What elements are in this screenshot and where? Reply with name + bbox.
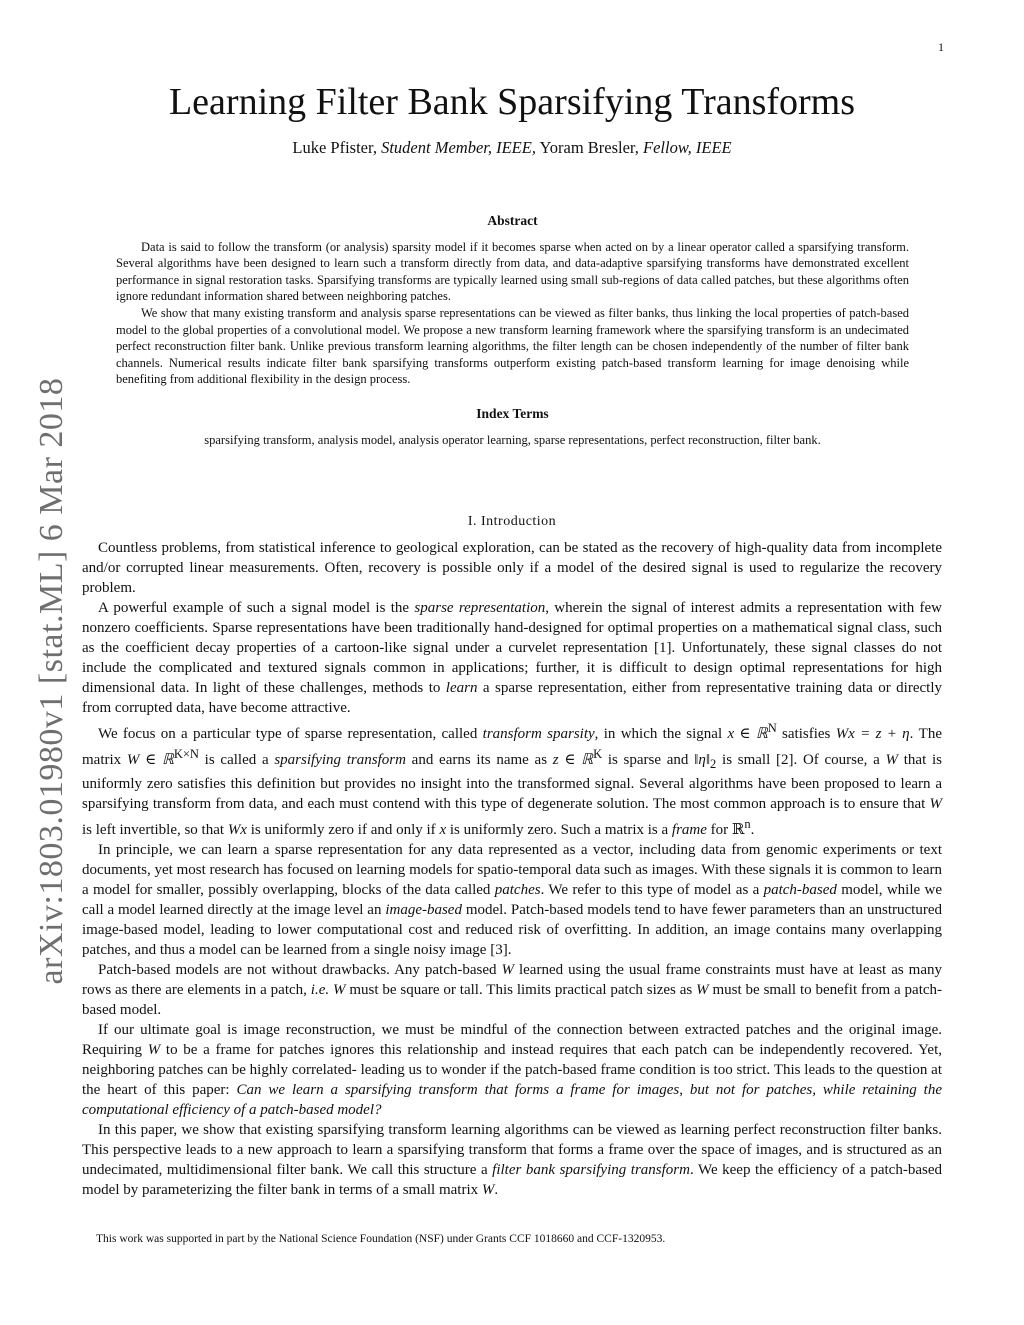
emphasis-term: learn [445,680,478,696]
math: W ∈ ℝ [126,752,174,768]
math: ℝ [731,822,745,838]
body-paragraph: Countless problems, from statistical inference to geological exploration, can be stated as the recovery of high-quality data from incomplete and/or corrupted linear measurements. Often, recovery is possible only if a model of the desired signal is used to regularize the recovery problem. [82,540,942,596]
math-sup: K×N [173,747,199,761]
math: Wx = z + η [835,726,910,742]
index-terms: sparsifying transform, analysis model, analysis operator learning, sparse representations, perfect reconstruction, filter bank. [204,432,821,447]
math: x ∈ ℝ [727,726,768,742]
author-name: Luke Pfister, [292,138,377,157]
math: W [885,752,899,768]
emphasis-term: sparsifying transform [274,752,406,768]
math: W [481,1182,495,1198]
author-line [0,138,1024,158]
math-sup: n [744,817,751,831]
math: W [147,1042,161,1058]
body-paragraph: If our ultimate goal is image reconstruction, we must be mindful of the connection between extracted patches and the original image. Requiring W to be a frame for patches ignores this relationship and instead requires that each patch can be independently recovered. Yet, neighboring patches can be highly correlated- leading us to wonder if the patch-based frame condition is too strict. This leads to the question at the heart of this paper: Can we learn a sparsifying transform that forms a frame for images, but not for patches, while retaining the computational efficiency of a patch-based model? [82,1022,942,1118]
emphasis-term: i.e. [310,982,330,998]
emphasis-term: filter bank sparsifying transform [492,1162,690,1178]
emphasis-term: image-based [385,902,462,918]
emphasis-term: transform sparsity [482,726,595,742]
author-role: Fellow, IEEE [643,138,732,157]
section-heading: I. Introduction [467,514,557,529]
math: W [929,796,942,812]
arxiv-stamp: arXiv:1803.01980v1 [stat.ML] 6 Mar 2018 [33,377,70,985]
emphasis-term: patches [494,882,541,898]
page-number: 1 [938,40,944,54]
body-paragraph: A powerful example of such a signal model is the sparse representation, wherein the signal of interest admits a representation with few nonzero coefficients. Sparse representations have been traditionally hand-designed for optimal properties on a mathematical signal class, such as the coefficient decay properties of a cartoon-like signal under a curvelet representation [1]. Unfortunately, these signal classes do not include the complicated and textured signals common in applications; further, it is difficult to design optimal representations for high dimensional data. In light of these challenges, methods to learn a sparse representation, either from representative training data or directly from corrupted data, have become attractive. [82,600,942,716]
math: W [696,982,709,998]
math-sup: K [593,747,603,761]
body-paragraph: Patch-based models are not without drawbacks. Any patch-based W learned using the usual frame constraints must have at least as many rows as there are elements in a patch, i.e. W must be square or tall. This limits practical patch sizes as W must be small to benefit from a patch-based model. [82,962,943,1018]
research-question: Can we learn a sparsifying transform that forms a frame for images, but not for patches, while retaining the computational efficiency of a patch-based model? [82,1082,942,1118]
math: W [332,982,346,998]
math: Wx [227,822,247,838]
author-name: Yoram Bresler, [539,138,639,157]
math: x [439,822,447,838]
paper-title: Learning Filter Bank Sparsifying Transforms [168,81,856,123]
abstract [116,213,909,448]
body-paragraph: In this paper, we show that existing sparsifying transform learning algorithms can be viewed as learning perfect reconstruction filter banks. This perspective leads to a new approach to learn a sparsifying transform that forms a frame over the space of images, and is structured as an undecimated, multidimensional filter bank. We call this structure a filter bank sparsifying transform. We keep the efficiency of a patch-based model by parameterizing the filter bank in terms of a small matrix W. [82,1122,942,1198]
abstract-heading: Abstract [487,213,538,228]
emphasis-term: frame [671,822,707,838]
body-paragraph: In principle, we can learn a sparse representation for any data represented as a vector, including data from genomic experiments or text documents, yet most research has focused on learning models for spatio-temporal data such as images. With these signals it is common to learn a model for smaller, possibly overlapping, blocks of the data called patches. We refer to this type of model as a patch-based model, while we call a model learned directly at the image level an image-based model. Patch-based models tend to have fewer parameters than an unstructured image-based model, leading to lower computational cost and reduced risk of overfitting. In addition, an image contains many overlapping patches, and thus a model can be learned from a single noisy image [3]. [82,842,943,958]
math: ‖η‖ [694,752,711,768]
emphasis-term: patch-based [763,882,837,898]
index-terms-heading: Index Terms [476,405,549,421]
abstract-paragraph: We show that many existing transform and analysis sparse representations can be viewed as filter banks, thus linking the local properties of patch-based model to the global properties of a convolutional model. We propose a new transform learning framework where the sparsifying transform is an undecimated perfect reconstruction filter bank. Unlike previous transform learning algorithms, the filter length can be chosen independently of the number of filter bank channels. Numerical results indicate filter bank sparsifying transforms outperform existing patch-based transform learning for image denoising while benefiting from additional flexibility in the design process. [116,305,909,387]
footnote: This work was supported in part by the National Science Foundation (NSF) under Grants CCF 1018660 and CCF-1320953. [96,1233,666,1245]
body-paragraph: We focus on a particular type of sparse representation, called transform sparsity, in which the signal x ∈ ℝ$^N$ satisfies Wx = z + η. The matrix W ∈ ℝ$^{K\times N}$ is called a sparsifying transform and earns its name as z ∈ ℝ$^K$ is sparse and $‖\eta‖_2$ is small [2]. Of course, a W that is uniformly zero satisfies this definition but provides no insight into the transformed signal. Several algorithms have been proposed to learn a sparsifying transform from data, and each must contend with this type of degenerate solution. The most common approach is to ensure that W is left invertible, so that Wx is uniformly zero if and only if x is uniformly zero. Such a matrix is a frame for ℝ$^n$. [82,721,942,838]
math-sup: N [767,721,777,735]
math: W [501,962,514,978]
author-role: Student Member, IEEE, [381,138,536,157]
math: z ∈ ℝ [552,752,594,768]
abstract-paragraph: Data is said to follow the transform (or analysis) sparsity model if it becomes sparse when acted on by a linear operator called a sparsifying transform. Several algorithms have been designed to learn such a transform directly from data, and data-adaptive sparsifying transforms have demonstrated excellent performance in signal restoration tasks. Sparsifying transforms are typically learned using small sub-regions of data called patches, but these algorithms often ignore redundant information shared between neighboring patches. [116,239,909,304]
introduction-section [82,512,942,1200]
emphasis-term: sparse representation [414,600,546,616]
math-sub: 2 [710,757,717,771]
